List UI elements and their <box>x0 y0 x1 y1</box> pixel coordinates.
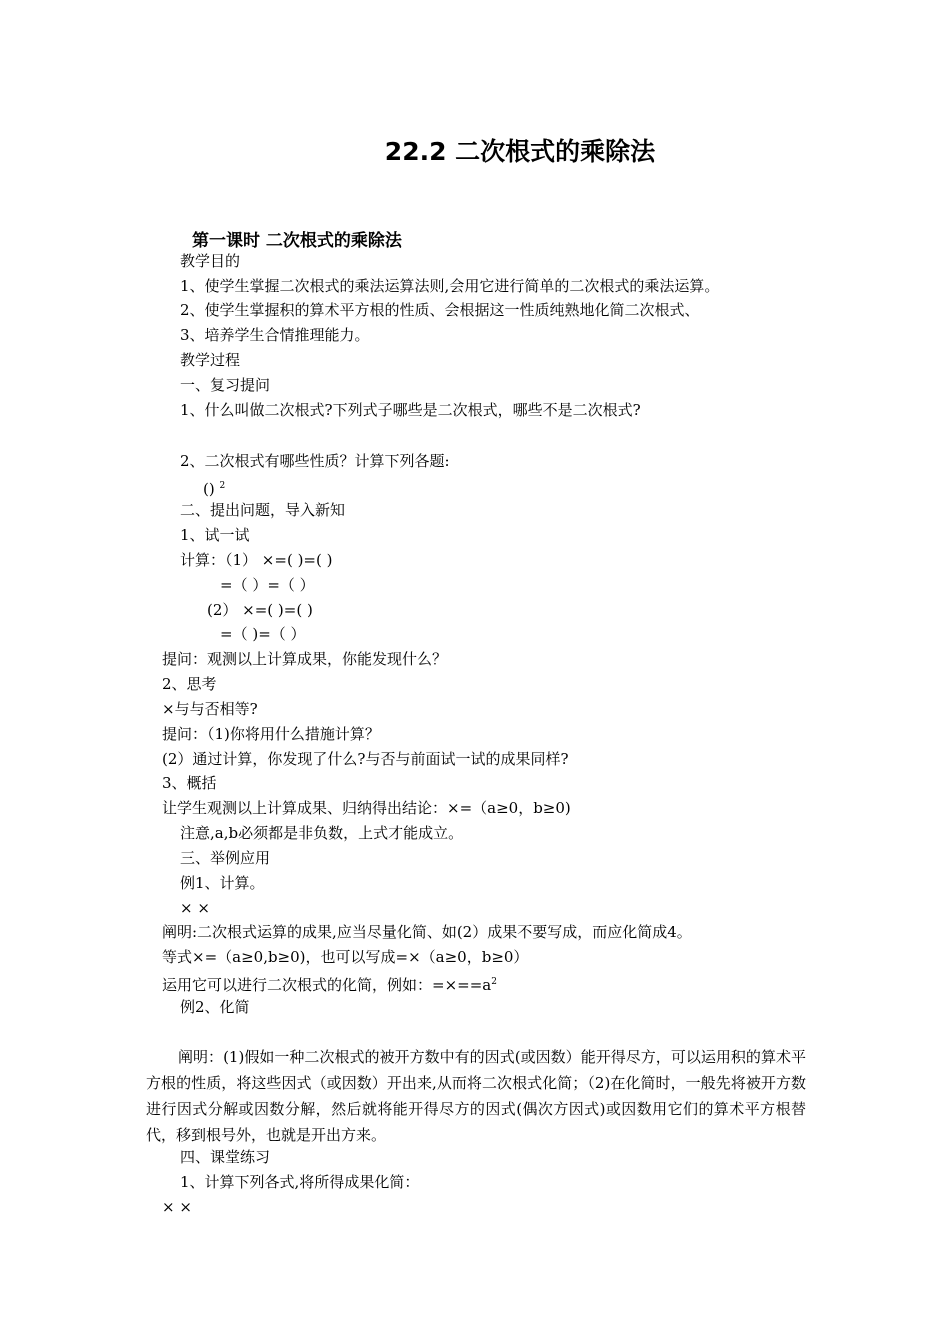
text-line: 计算：（1） ×=( )=( ) <box>180 551 333 569</box>
text-line: 提问：（1)你将用什么措施计算？ <box>162 725 380 743</box>
text-line: 一、复习提问 <box>180 376 271 394</box>
text-line: ×与与否相等? <box>162 700 258 718</box>
text-line: 提问：观测以上计算成果，你能发现什么？ <box>162 650 448 668</box>
text-line: 教学过程 <box>180 351 241 369</box>
text-line: =（ )=（ ） <box>220 625 306 643</box>
text-line: 等式×=（a≥0,b≥0)，也可以写成=×（a≥0，b≥0） <box>162 948 529 966</box>
text-line: 2、思考 <box>162 675 217 693</box>
text-line: 3、培养学生合情推理能力。 <box>180 326 370 344</box>
text-line: 二、提出问题，导入新知 <box>180 501 346 519</box>
text-line: 1、计算下列各式,将所得成果化简： <box>180 1173 420 1191</box>
superscript: 2 <box>491 977 497 987</box>
lesson-subtitle: 第一课时 二次根式的乘除法 <box>192 231 402 251</box>
text-line: 四、课堂练习 <box>180 1148 271 1166</box>
text-line: 2、使学生掌握积的算术平方根的性质、会根据这一性质纯熟地化简二次根式、 <box>180 301 700 319</box>
text-line: (2）通过计算，你发现了什么?与否与前面试一试的成果同样? <box>162 750 569 768</box>
text-line: 让学生观测以上计算成果、归纳得出结论：×=（a≥0，b≥0) <box>162 799 571 817</box>
text-line: 1、试一试 <box>180 526 250 544</box>
formula-line: () $^2$ <box>203 480 226 498</box>
text-line: 注意,a,b必须都是非负数，上式才能成立。 <box>180 824 464 842</box>
text-line: × × <box>180 899 210 917</box>
text-line: (2） ×=( )=( ) <box>207 601 313 619</box>
superscript: 2 <box>219 481 226 491</box>
text-line: 阐明:二次根式运算的成果,应当尽量化简、如(2）成果不要写成，而应化简成4。 <box>162 923 692 941</box>
text-line: 1、使学生掌握二次根式的乘法运算法则,会用它进行简单的二次根式的乘法运算。 <box>180 277 720 295</box>
text-line: 3、概括 <box>162 774 217 792</box>
formula-line: 运用它可以进行二次根式的化简，例如：$=\times==a^2$ <box>162 976 497 994</box>
text-line: × × <box>162 1198 192 1216</box>
text-line: 教学目的 <box>180 252 241 270</box>
text-line: 2、二次根式有哪些性质？计算下列各题: <box>180 452 450 470</box>
text-line: 例1、计算。 <box>180 874 265 892</box>
explanation-paragraph: 阐明：(1)假如一种二次根式的被开方数中有的因式(或因数）能开得尽方，可以运用积的算术平方根的性质，将这些因式（或因数）开出来,从而将二次根式化简；（2)在化简时，一般先将被开方数进行因式分解或因数分解，然后就将能开得尽方的因式(偶次方因式)或因数用它们的算术平方根替代，移到根号外，也就是开出方来。 <box>146 1048 806 1144</box>
text-line: 三、举例应用 <box>180 849 271 867</box>
text-line: 例2、化简 <box>180 998 250 1016</box>
text-line: 1、什么叫做二次根式?下列式子哪些是二次根式，哪些不是二次根式? <box>180 401 641 419</box>
text-line: =（ ）=（ ） <box>220 576 315 594</box>
page-title: 22.2 二次根式的乘除法 <box>384 137 656 166</box>
